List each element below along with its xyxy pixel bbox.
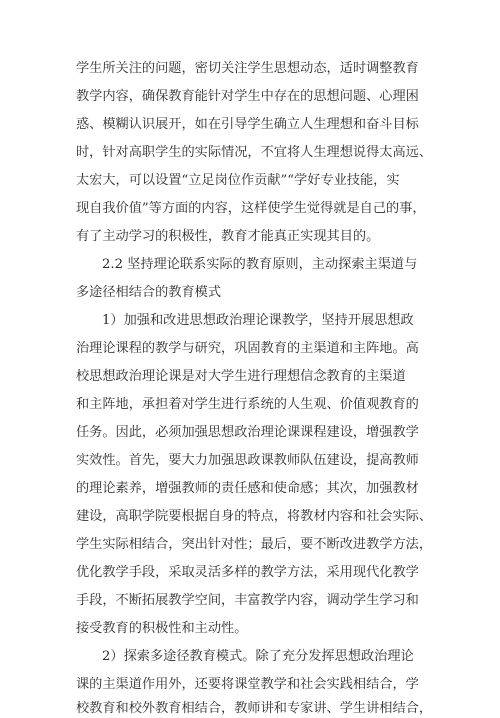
body-text-line: 接受教育的积极性和主动性。 [76,621,248,636]
body-text-line: 有了主动学习的积极性，教育才能真正实现其目的。 [76,229,380,244]
section-heading-line: 多途径相结合的教育模式 [76,285,222,300]
body-text-line: 学生实际相结合，突出针对性；最后，要不断改进教学方法， [76,537,433,552]
body-text-line: 学生所关注的问题，密切关注学生思想动态，适时调整教育 [76,61,419,76]
body-text-line: 建设，高职学院要根据自身的特点，将教材内容和社会实际、 [76,509,433,524]
body-text-line: 太宏大，可以设置“立足岗位作贡献”“学好专业技能，实 [76,173,400,188]
section-heading-line: 2.2 坚持理论联系实际的教育原则，主动探索主渠道与 [102,257,418,272]
body-text-line: 校思想政治理论课是对大学生进行理想信念教育的主渠道 [76,369,406,384]
body-text-line: 课的主渠道作用外，还要将课堂教学和社会实践相结合，学 [76,677,419,692]
body-text-line: 1）加强和改进思想政治理论课教学，坚持开展思想政 [102,313,414,328]
body-text-line: 治理论课程的教学与研究，巩固教育的主渠道和主阵地。高 [76,341,419,356]
body-text-line: 和主阵地，承担着对学生进行系统的人生观、价值观教育的 [76,397,419,412]
body-text-line: 2）探索多途径教育模式。除了充分发挥思想政治理论 [102,649,414,664]
body-text-line: 手段，不断拓展教学空间，丰富教学内容，调动学生学习和 [76,593,419,608]
body-text-line: 校教育和校外教育相结合，教师讲和专家讲、学生讲相结合， [76,701,433,716]
body-text-line: 教学内容，确保教育能针对学生中存在的思想问题、心理困 [76,89,419,104]
body-text-line: 现自我价值”等方面的内容，这样使学生觉得就是自己的事， [76,201,426,216]
body-text-line: 优化教学手段，采取灵活多样的教学方法，采用现代化教学 [76,565,419,580]
body-text-line: 实效性。首先，要大力加强思政课教师队伍建设，提高教师 [76,453,419,468]
body-text-line: 的理论素养，增强教师的责任感和使命感；其次，加强教材 [76,481,419,496]
body-text-line: 惑、模糊认识展开，如在引导学生确立人生理想和奋斗目标 [76,117,419,132]
body-text-line: 时，针对高职学生的实际情况，不宜将人生理想说得太高远、 [76,145,433,160]
body-text-line: 任务。因此，必须加强思想政治理论课课程建设，增强教学 [76,425,419,440]
